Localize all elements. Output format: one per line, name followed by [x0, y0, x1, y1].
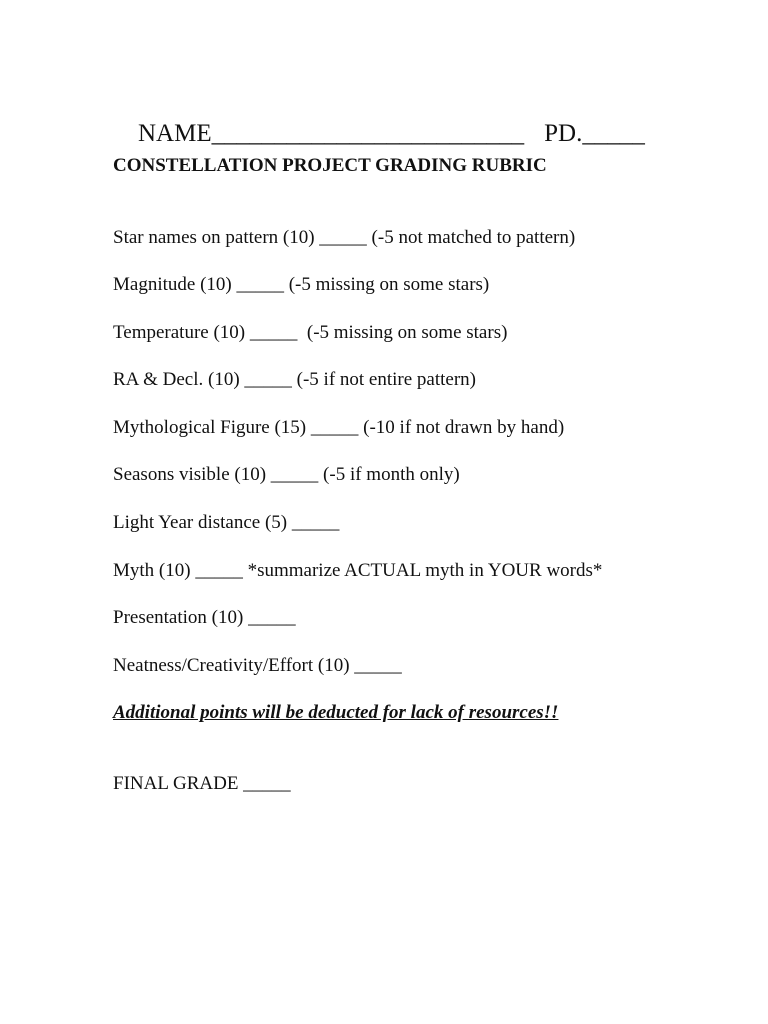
rubric-item-mythological-figure: Mythological Figure (15) _____ (-10 if not drawn by hand)	[113, 417, 565, 438]
deduction-note: Additional points will be deducted for lack of resources!!	[113, 702, 559, 723]
name-field-label: NAME_________________________	[138, 120, 525, 147]
rubric-item-presentation: Presentation (10) _____	[113, 607, 296, 628]
period-field-label: PD._____	[544, 120, 645, 147]
rubric-item-seasons-visible: Seasons visible (10) _____ (-5 if month only)	[113, 464, 460, 485]
rubric-item-neatness: Neatness/Creativity/Effort (10) _____	[113, 655, 402, 676]
rubric-item-temperature: Temperature (10) _____ (-5 missing on some stars)	[113, 322, 508, 343]
rubric-title: CONSTELLATION PROJECT GRADING RUBRIC	[113, 155, 547, 176]
rubric-item-light-year-distance: Light Year distance (5) _____	[113, 512, 340, 533]
rubric-item-ra-decl: RA & Decl. (10) _____ (-5 if not entire pattern)	[113, 369, 477, 390]
rubric-item-myth: Myth (10) _____ *summarize ACTUAL myth in YOUR words*	[113, 560, 603, 581]
rubric-item-magnitude: Magnitude (10) _____ (-5 missing on some stars)	[113, 274, 490, 295]
final-grade-line: FINAL GRADE _____	[113, 773, 291, 794]
rubric-item-star-names: Star names on pattern (10) _____ (-5 not matched to pattern)	[113, 227, 576, 248]
